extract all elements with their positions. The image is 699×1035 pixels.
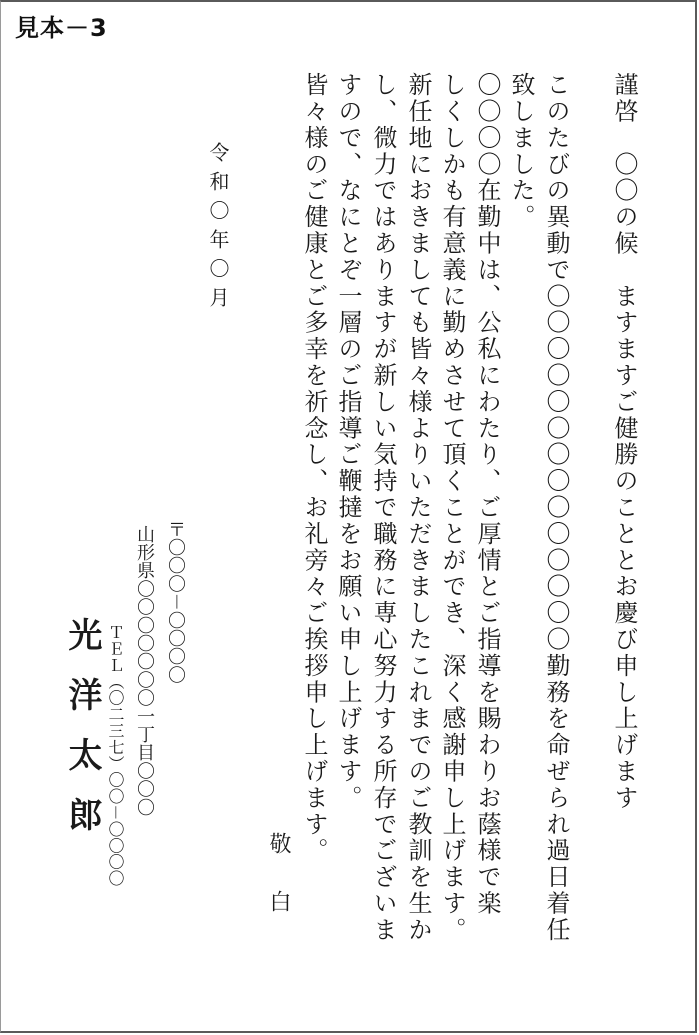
sender-tel: ＴＥＬ（〇二三七）〇〇－〇〇〇〇 bbox=[106, 624, 125, 887]
letter-line-7: し、微力ではありますが新しい気持で職務に専心努力する所存でございま bbox=[369, 72, 397, 944]
letter-line-9: 皆々様のご健康とご多幸を祈念し、お礼旁々ご挨拶申し上げます。 bbox=[300, 72, 328, 864]
closing-keihaku: 敬白 bbox=[266, 832, 291, 948]
sender-postal-code: 〒〇〇〇－〇〇〇〇 bbox=[165, 520, 186, 684]
sender-name: 光洋太郎 bbox=[62, 617, 102, 857]
sample-label: 見本－3 bbox=[15, 14, 108, 42]
letter-line-3: 致しました。 bbox=[507, 72, 535, 231]
letter-line-5: しくしかも有意義に勤めさせて頂くことができ、深く感謝申し上げます。 bbox=[438, 72, 466, 944]
letter-date: 令和〇年〇月 bbox=[206, 142, 230, 316]
letter-line-2: このたびの異動で〇〇〇〇〇〇〇〇〇〇〇〇〇〇勤務を命ぜられ過日着任 bbox=[542, 72, 570, 944]
letter-line-1: 謹啓 〇〇の候 ますますご健勝のこととお慶び申し上げます bbox=[610, 72, 638, 812]
sender-address: 山形県〇〇〇〇〇〇〇一丁目〇〇〇 bbox=[134, 525, 155, 817]
letter-line-6: 新任地におきましても皆々様よりいただきましたこれまでのご教訓を生か bbox=[404, 72, 432, 944]
letter-line-4: 〇〇〇〇在勤中は、公私にわたり、ご厚情とご指導を賜わりお蔭様で楽 bbox=[473, 72, 501, 917]
letter-line-8: すので、なにとぞ一層のご指導ご鞭撻をお願い申し上げます。 bbox=[334, 72, 362, 812]
